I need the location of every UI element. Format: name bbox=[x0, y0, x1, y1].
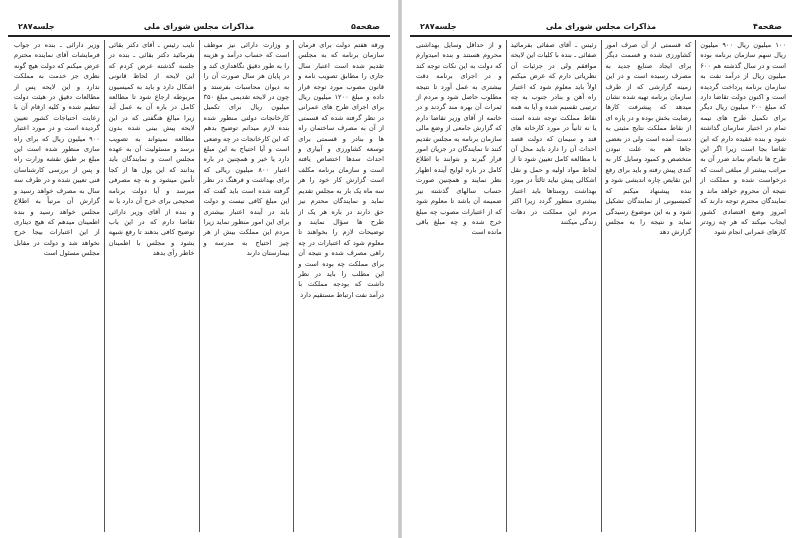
page-header bbox=[8, 22, 390, 34]
text-columns bbox=[10, 40, 388, 532]
page-header bbox=[410, 22, 792, 34]
text-columns bbox=[412, 40, 790, 532]
session-number: جلسه۲۸۷ bbox=[420, 22, 457, 31]
header-rule bbox=[8, 35, 390, 37]
running-title: مذاکرات مجلس شورای ملی bbox=[545, 22, 657, 31]
header-rule bbox=[410, 35, 792, 37]
running-title: مذاکرات مجلس شورای ملی bbox=[143, 22, 255, 31]
right-page bbox=[402, 0, 800, 538]
text-column: که قسمتی از آن صرف امور کشاورزی شده و قسمت دیگر برای ایجاد صنایع جدید به مصرف رسیده است و در این زمینه گزارشی که از طرف سازمان برنامه تهیه شده نشان میدهد که پیشرفت کارها رضایت بخش بوده و در پاره ای از نقاط مملکت نتایج مثبتی به دست آمده است ولی در بعضی جاها هم به علت نبودن متخصص و کمبود وسایل کار به کندی پیش رفته و باید برای رفع این نقایص چاره اندیشی شود و بنده پیشنهاد میکنم که کمیسیونی از نمایندگان تشکیل شود و به این موضوع رسیدگی نماید و نتیجه را به مجلس گزارش دهد bbox=[601, 40, 696, 532]
text-column: و وزارت دارائی نیز موظف است که حساب درآمد و هزینه را به طور دقیق نگاهداری کند و در پایان هر سال صورت آن را به دیوان محاسبات بفرستد و چون در لایحه تقدیمی مبلغ ۳۵۰ میلیون ریال برای تکمیل کارخانجات دولتی منظور شده بنده لازم میدانم توضیح بدهم که این کارخانجات در چه وضعی است و آیا احتیاج به این مبلغ دارد یا خیر و همچنین در باره اعتبار ۸۰۰ میلیون ریالی که برای بهداشت و فرهنگ در نظر گرفته شده است باید گفت که این مبلغ کافی نیست و دولت باید در آینده اعتبار بیشتری برای این امور منظور نماید زیرا مردم این مملکت بیش از هر چیز احتیاج به مدرسه و بیمارستان دارند bbox=[199, 40, 294, 532]
session-number: جلسه۲۸۷ bbox=[18, 22, 55, 31]
text-column: وزیر دارائی ـ بنده در جواب فرمایشات آقای نماینده محترم عرض میکنم که دولت هیچ گونه نظری جز خدمت به مملکت ندارد و این لایحه پس از مطالعات دقیق در هیئت دولت تنظیم شده و کلیه ارقام آن با رعایت احتیاجات کشور تعیین گردیده است و در مورد اعتبار ۹۰۰ میلیون ریال که برای راه سازی منظور شده است این مبلغ بر طبق نقشه وزارت راه و پس از بررسی کارشناسان فنی تعیین شده و در ظرف سه سال به مصرف خواهد رسید و گزارش آن مرتباً به اطلاع مجلس خواهد رسید و بنده اطمینان میدهم که هیچ دیناری از این اعتبارات بیجا خرج نخواهد شد و دولت در مقابل مجلس مسئول است bbox=[14, 41, 100, 258]
text-column: نایب رئیس ـ آقای دکتر بقائی بفرمائید دکتر بقائی ـ بنده در جلسه گذشته عرض کردم که این لایحه از لحاظ قانونی اشکال دارد و باید به کمیسیون مربوطه ارجاع شود تا مطالعه کامل در باره آن به عمل آید زیرا مبالغ هنگفتی که در این لایحه پیش بینی شده بدون مطالعه نمیتواند به تصویب برسد و مسئولیت آن به عهده مجلس است و نمایندگان باید بدانند که این پول ها از کجا تأمین میشود و به چه مصرفی میرسد و آیا دولت برنامه صحیحی برای خرج آن دارد یا نه و بنده از آقای وزیر دارائی تقاضا دارم که در این باب توضیح کافی بدهند تا رفع شبهه بشود و مجلس با اطمینان خاطر رأی بدهد bbox=[104, 40, 199, 532]
page-number: صفحه۵ bbox=[351, 22, 380, 31]
text-column: ۱۰۰ میلیون ریال ۹۰۰ میلیون ریال سهم سازمان برنامه بوده است و در سال گذشته هم ۶۰۰ میلیون ریال از درآمد نفت به سازمان برنامه پرداخت گردیده است و اکنون دولت تقاضا دارد که مبلغ ۲۰۰ میلیون ریال دیگر برای تکمیل طرح های نیمه تمام در اختیار سازمان گذاشته شود و بنده عقیده دارم که این تقاضا بجا است زیرا اگر این طرح ها ناتمام بماند ضرر آن به مراتب بیشتر از مبلغی است که درخواست شده و مملکت از نتیجه آن محروم خواهد ماند و نمایندگان محترم توجه دارند که امروز وضع اقتصادی کشور ایجاب میکند که هر چه زودتر کارهای عمرانی انجام شود bbox=[695, 40, 790, 532]
left-page bbox=[0, 0, 398, 538]
text-column: رئیس ـ آقای صفائی بفرمائید صفائی ـ بنده با کلیات این لایحه موافقم ولی در جزئیات آن نظریاتی دارم که عرض میکنم اولاً باید معلوم شود که اعتبار راه آهن و بنادر جنوب به چه ترتیبی تقسیم شده و آیا به همه نقاط مملکت توجه شده است یا نه ثانیاً در مورد کارخانه های قند و سیمان که دولت قصد احداث آن را دارد باید محل آن با مطالعه کامل تعیین شود تا از لحاظ مواد اولیه و حمل و نقل اشکالی پیش نیاید ثالثاً در مورد بهداشت روستاها باید اعتبار بیشتری منظور گردد زیرا اکثر مردم این مملکت در دهات زندگی میکنند bbox=[506, 40, 601, 532]
page-number: صفحه۴ bbox=[753, 22, 782, 31]
text-column: و از حداقل وسایل بهداشتی محروم هستند و بنده امیدوارم که دولت به این نکات توجه کند و در اجرای برنامه دقت بیشتری به عمل آورد تا نتیجه مطلوب حاصل شود و مردم از ثمرات آن بهره مند گردند و در خاتمه از آقای وزیر تقاضا دارم که گزارش جامعی از وضع مالی سازمان برنامه به مجلس تقدیم کنند تا نمایندگان در جریان امور قرار گیرند و بتوانند با اطلاع کامل در باره لوایح آینده اظهار نظر نمایند و همچنین صورت حساب سالهای گذشته نیز ضمیمه آن باشد تا معلوم شود که از اعتبارات مصوب چه مبلغ خرج شده و چه مبلغ باقی مانده است bbox=[416, 41, 502, 237]
text-column: ورقه هفتم دولت برای فرمان سازمان برنامه که به مجلس تقدیم شده است اعتبار سال جاری را مطابق تصویب نامه و قانون مصوب مورد توجه قرار داده و مبلغ ۱۲۰۰ میلیون ریال برای اجرای طرح های عمرانی در نظر گرفته شده که قسمتی از آن به مصرف ساختمان راه ها و بنادر و قسمتی برای توسعه کشاورزی و آبیاری و احداث سدها اختصاص یافته است و سازمان برنامه مکلف است گزارش کار خود را هر سه ماه یک بار به مجلس تقدیم نماید و نمایندگان محترم نیز حق دارند در باره هر یک از طرح ها سؤال نمایند و توضیحات لازم را بخواهند تا معلوم شود که اعتبارات در چه راهی مصرف شده و نتیجه آن برای مملکت چه بوده است و این مطلب را باید در نظر داشت که بودجه مملکت با درآمد نفت ارتباط مستقیم دارد bbox=[293, 40, 388, 532]
